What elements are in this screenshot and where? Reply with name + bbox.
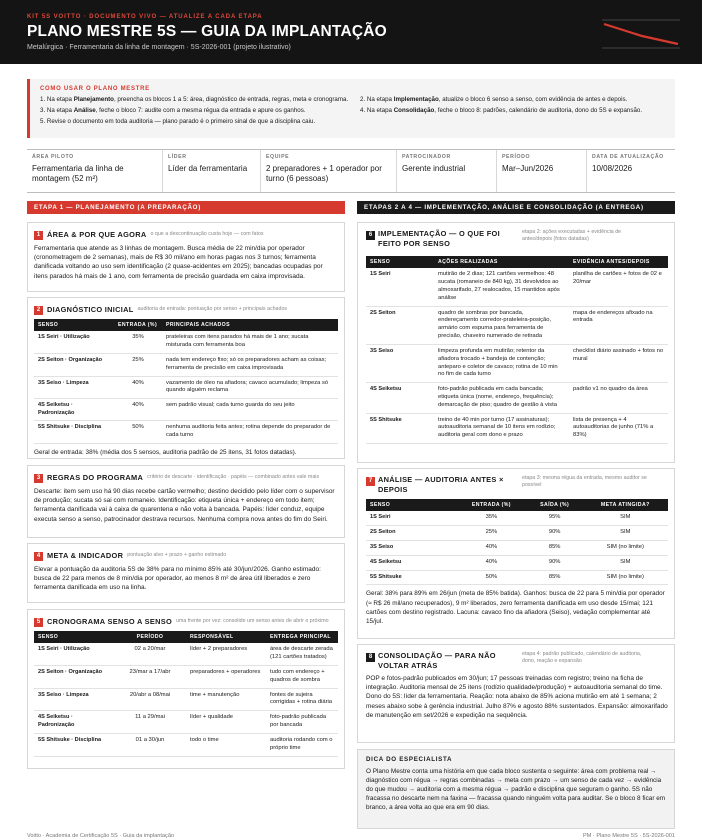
analysis-note: Geral: 38% para 89% em 26/jun (meta de 85% batida). Ganhos: busca de 22 para 5 min/dia por operador (≈ R$ 26 mil/ano recuperados), 9 m² liberados, zero ferramenta danificada em uso desde 15/mai; 121 cartões com destino registrado. Lacuna: cavaco fino da afiadora (Seiso), vedação complementar até 15/jul. [366, 590, 665, 625]
block-title: CRONOGRAMA SENSO A SENSO [47, 617, 173, 626]
block-goal-indicator [27, 543, 345, 603]
how-to-title: COMO USAR O PLANO MESTRE [40, 86, 150, 92]
meta-sponsor: PATROCINADOR Gerente industrial [397, 150, 497, 192]
block-number: 3 [34, 474, 43, 483]
block-subtitle: critério de descarte · identificação · papéis — combinado antes vale mais [147, 474, 320, 481]
table-row: 3S Seiso · Limpeza 20/abr a 08/mai time + manutenção fontes de sujeira corrigidas + rotina diária [34, 688, 338, 711]
table-row: 4S Seiketsu foto-padrão publicada em cada bancada; etiqueta única (nome, endereço, frequência); demarcação de piso; quadro de gestão à vista padrão v1 no quadro da área [366, 383, 668, 413]
block-title: CONSOLIDAÇÃO — PARA NÃO VOLTAR ATRÁS [378, 651, 496, 670]
table-header: ENTRADA (%) [114, 319, 162, 331]
table-header: SENSO [366, 256, 434, 268]
table-header: PRINCIPAIS ACHADOS [162, 319, 338, 331]
table-header: ENTRADA (%) [456, 499, 527, 511]
diagnosis-note: Geral de entrada: 38% (média dos 5 sensos, auditoria padrão de 25 itens, 31 fotos datadas). [34, 448, 297, 456]
meta-period: PERÍODO Mar–Jun/2026 [497, 150, 587, 192]
implementation-table [366, 256, 668, 444]
header-kicker: KIT 5S VOITTO · DOCUMENTO VIVO — ATUALIZE A CADA ETAPA [27, 14, 263, 20]
block-subtitle: pontuação alvo + prazo + ganho estimado [127, 552, 227, 559]
table-row: 2S Seiton · Organização 23/mar a 17/abr preparadores + operadores tudo com endereço + quadros de sombra [34, 666, 338, 689]
table-header: ENTREGA PRINCIPAL [266, 631, 338, 643]
how-to-step-4: 4. Na etapa Consolidação, feche o bloco 8: padrões, calendário de auditoria, dono do 5S e expansão. [360, 107, 643, 115]
how-to-list-right [360, 96, 670, 118]
analysis-table [366, 499, 668, 585]
table-header: SAÍDA (%) [527, 499, 583, 511]
block-rules [27, 465, 345, 538]
block-number: 6 [366, 231, 375, 240]
how-to-step-5: 5. Revise o documento em toda auditoria — plano parado é o primeiro sinal de que a disciplina caiu. [40, 118, 316, 126]
table-header: SENSO [366, 499, 456, 511]
document-header [0, 0, 702, 64]
block-body: Ferramentaria que atende as 3 linhas de montagem. Busca média de 22 min/dia por operador (cronometragem de 2 semanas), mais de R$ 30 mil/ano em horas pagas nos 3 turnos; ferramenta danificada voltando ao uso sem identificação (2 quase-acidentes em 2025); bancadas ocupadas por itens parados há mais de 1 ano, com ferramenta de precisão guardada em caixa improvisada. [34, 245, 323, 280]
block-diagnosis [27, 297, 345, 459]
table-header: PERÍODO [114, 631, 186, 643]
table-row: 1S Seiri · Utilização 02 a 20/mar líder + 2 preparadores área de descarte zerada (121 cartões tratados) [34, 643, 338, 665]
block-number: 8 [366, 653, 375, 662]
meta-leader: LÍDER Líder da ferramentaria [163, 150, 261, 192]
table-row: 3S Seiso 40% 85% SIM (no limite) [366, 541, 668, 556]
block-title: IMPLEMENTAÇÃO — O QUE FOI FEITO POR SENSO [378, 229, 500, 248]
table-header: AÇÕES REALIZADAS [434, 256, 569, 268]
block-title: META & INDICADOR [47, 551, 124, 560]
block-area-why-now [27, 222, 345, 292]
table-header: META ATINGIDA? [583, 499, 668, 511]
footer-left: Voitto · Academia de Certificação 5S · Guia da implantação [27, 833, 175, 839]
block-title: DIAGNÓSTICO INICIAL [47, 305, 134, 314]
block-body: POP e fotos-padrão publicados em 30/jun; 17 pessoas treinadas com registro; treino na ficha de integração. Auditoria mensal de 25 itens (rodízio qualidade/produção) + autoauditoria semanal do time. Dono do 5S: líder da ferramentaria. Reação: nota abaixo de 85% aciona mutirão em até 1 semana; 2 meses abaixo sobe à gerência industrial. Julho 87% e agosto 88% sustentados. Expansão: almoxarifado de manutenção em set/2026 e expedição na sequência. [366, 675, 668, 719]
table-row: 2S Seiton quadro de sombras por bancada, endereçamento corredor-prateleira-posição, armário com espuma para ferramenta de precisão, chaveiro numerado de retirada mapa de endereços afixado na entrada [366, 306, 668, 344]
block-number: 5 [34, 618, 43, 627]
block-number: 2 [34, 306, 43, 315]
meta-area: ÁREA PILOTO Ferramentaria da linha de montagem (52 m²) [27, 150, 163, 192]
expert-tip-box [357, 749, 675, 829]
block-number: 4 [34, 552, 43, 561]
table-row: 3S Seiso limpeza profunda em mutirão; retentor da afiadora trocado + bandeja de contenção; anteparo e coletor de cavaco; rotina de 10 min no fim de cada turno checklist diário assinado + fotos no mural [366, 344, 668, 382]
table-row: 4S Seiketsu · Padronização 11 a 29/mai líder + qualidade foto-padrão publicada por bancada [34, 711, 338, 734]
header-decoration-icon [602, 14, 680, 54]
table-row: 1S Seiri mutirão de 2 dias; 121 cartões vermelhos: 48 sucata (romaneio de 840 kg), 31 devolvidos ao almoxarifado, 27 realocados, 15 mantidos após análise planilha de cartões + fotos de 02 e 20/mar [366, 268, 668, 306]
footer-right: PM · Plano Mestre 5S · 5S-2026-001 [582, 833, 675, 839]
table-row: 3S Seiso · Limpeza 40% vazamento de óleo na afiadora; cavaco acumulado; limpeza só quando alguém reclama [34, 376, 338, 399]
block-subtitle: uma frente por vez: consolide um senso antes de abrir o próximo [176, 618, 329, 625]
block-schedule [27, 609, 345, 769]
block-subtitle: o que a descontinuação custa hoje — com fatos [150, 231, 264, 238]
meta-team: EQUIPE 2 preparadores + 1 operador por turno (6 pessoas) [261, 150, 397, 192]
how-to-step-3: 3. Na etapa Análise, feche o bloco 7: audite com a mesma régua da entrada e apure os ganhos. [40, 107, 306, 115]
block-number: 7 [366, 477, 375, 486]
table-row: 5S Shitsuke · Disciplina 01 a 30/jun todo o time auditoria rodando com o próprio time [34, 733, 338, 756]
phase-banner-planning: ETAPA 1 — PLANEJAMENTO (A PREPARAÇÃO) [27, 201, 345, 214]
block-subtitle: etapa 4: padrão publicado, calendário de auditoria, dono, reação e expansão [522, 651, 642, 665]
meta-update-date: DATA DE ATUALIZAÇÃO 10/08/2026 [592, 154, 664, 174]
block-analysis [357, 468, 675, 639]
how-to-box [27, 79, 675, 138]
table-row: 1S Seiri 35% 95% SIM [366, 511, 668, 525]
block-subtitle: auditoria de entrada: pontuação por senso + principais achados [137, 306, 288, 313]
block-implementation [357, 222, 675, 463]
project-meta-row [27, 149, 675, 193]
expert-tip-body: O Plano Mestre conta uma história em que cada bloco sustenta o seguinte: área com problema real → diagnóstico com régua → regras combinadas → meta com prazo → um senso de cada vez → evidência do que mudou → auditoria com a mesma régua → padrão e disciplina que seguram o ganho. 5S não fracassa no descarte nem na faxina — fracassa quando ninguém volta para auditar. Se o bloco 8 ficar em branco, a área volta ao que era em 90 dias. [366, 768, 666, 812]
block-body: Descarte: item sem uso há 90 dias recebe cartão vermelho; destino decidido pelo líder com o supervisor de produção; sucata só sai com romaneio. Identificação: etiqueta única + endereço em todo item; ferramenta danificada vai à caixa de quarentena e não volta à bancada. Papéis: líder conduz, equipe executa senso a senso, patrocinador destrava recursos. Nenhuma compra nova antes do fim do Seiri. [34, 488, 335, 523]
how-to-list-left [40, 96, 350, 129]
expert-tip-title: DICA DO ESPECIALISTA [366, 756, 453, 763]
table-header: EVIDÊNCIA ANTES/DEPOIS [569, 256, 668, 268]
block-consolidation [357, 644, 675, 743]
table-row: 5S Shitsuke · Disciplina 50% nenhuma auditoria feita antes; rotina depende do preparador de cada turno [34, 421, 338, 444]
table-header: SENSO [34, 319, 114, 331]
document-title: PLANO MESTRE 5S — GUIA DA IMPLANTAÇÃO [27, 23, 387, 40]
table-row: 2S Seiton · Organização 25% nada tem endereço fixo; só os preparadores acham as coisas; ferramenta de precisão em caixa improvisada [34, 354, 338, 377]
block-number: 1 [34, 231, 43, 240]
table-header: RESPONSÁVEL [186, 631, 266, 643]
block-body: Elevar a pontuação da auditoria 5S de 38% para no mínimo 85% até 30/jun/2026. Ganho estimado: busca de 22 para menos de 8 min/dia por operador, ao menos 8 m² de área útil liberados e zero ferramenta danificada em uso na linha. [34, 566, 321, 592]
block-title: ANÁLISE — AUDITORIA ANTES × DEPOIS [378, 475, 504, 494]
table-row: 4S Seiketsu · Padronização 40% sem padrão visual; cada turno guarda do seu jeito [34, 399, 338, 421]
document-subtitle: Metalúrgica · Ferramentaria da linha de montagem · 5S-2026-001 (projeto ilustrativo) [27, 44, 291, 51]
block-title: ÁREA & POR QUE AGORA [47, 230, 147, 239]
how-to-step-1: 1. Na etapa Planejamento, preencha os blocos 1 a 5: área, diagnóstico de entrada, regras, meta e cronograma. [40, 96, 349, 103]
how-to-step-2: 2. Na etapa Implementação, atualize o bloco 6 senso a senso, com evidência de antes e depois. [360, 96, 628, 103]
table-header: SENSO [34, 631, 114, 643]
table-row: 4S Seiketsu 40% 90% SIM [366, 555, 668, 570]
block-subtitle: etapa 2: ações executadas + evidência de antes/depois (fotos datadas) [522, 229, 622, 243]
block-title: REGRAS DO PROGRAMA [47, 473, 144, 482]
schedule-table [34, 631, 338, 757]
table-row: 2S Seiton 25% 90% SIM [366, 526, 668, 541]
table-row: 1S Seiri · Utilização 35% prateleiras com itens parados há mais de 1 ano; sucata misturada com ferramenta boa [34, 331, 338, 353]
table-row: 5S Shitsuke treino de 40 min por turno (17 assinaturas); autoauditoria semanal de 10 itens em rodízio; auditoria geral com dono e prazo lista de presença + 4 autoauditorias de junho (71% a 83%) [366, 413, 668, 443]
phase-banner-delivery: ETAPAS 2 A 4 — IMPLEMENTAÇÃO, ANÁLISE E CONSOLIDAÇÃO (A ENTREGA) [357, 201, 675, 214]
block-subtitle: etapa 3: mesma régua da entrada, mesmo auditor se possível [522, 475, 647, 489]
diagnosis-table [34, 319, 338, 444]
table-row: 5S Shitsuke 50% 85% SIM (no limite) [366, 570, 668, 585]
